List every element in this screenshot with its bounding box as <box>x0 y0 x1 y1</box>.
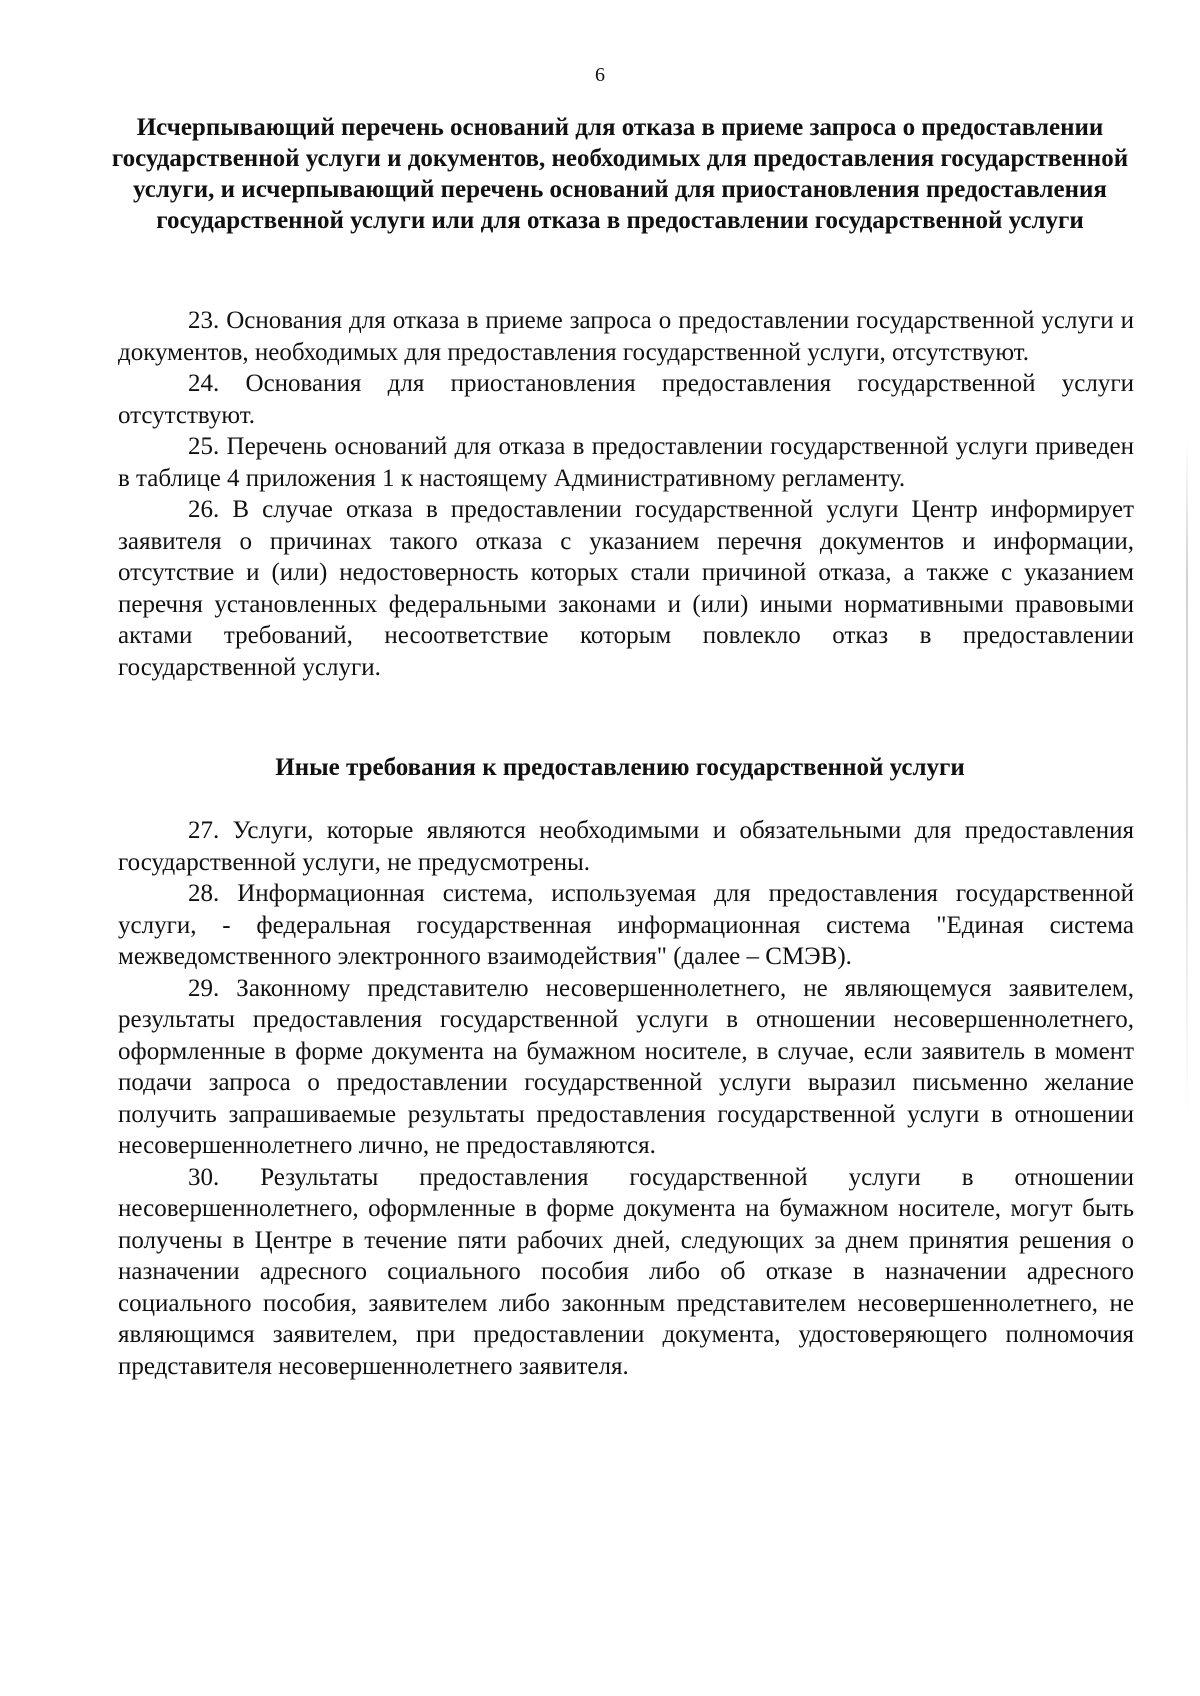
paragraph-27: 27. Услуги, которые являются необходимыми и обязательными для предоставления государственной услуги, не предусмотрены. <box>118 817 1134 876</box>
paragraph-28: 28. Информационная система, используемая для предоставления государственной услуги, - федеральная государственная информационная система "Единая система межведомственного электронного взаимодействия" (далее – СМЭВ). <box>118 880 1134 970</box>
scan-edge-shadow <box>1186 440 1188 1120</box>
paragraph-30: 30. Результаты предоставления государственной услуги в отношении несовершеннолетнего, оформленные в форме документа на бумажном носителе, могут быть получены в Центре в течение пяти рабочих дней, следующих за днем принятия решения о назначении адресного социального пособия либо об отказе в назначении адресного социального пособия, заявителем либо законным представителем несовершеннолетнего, не являющимся заявителем, при предоставлении документа, удостоверяющего полномочия представителя несовершеннолетнего заявителя. <box>118 1163 1134 1380</box>
section-other-requirements-body <box>118 815 1134 1382</box>
section-heading-refusal-grounds: Исчерпывающий перечень оснований для отказа в приеме запроса о предоставлении государственной услуги и документов, необходимых для предоставления государственной услуги, и исчерпывающий перечень оснований для приостановления предоставления государственной услуги или для отказа в предоставлении государственной услуги <box>111 114 1129 234</box>
paragraph-24: 24. Основания для приостановления предоставления государственной услуги отсутствуют. <box>118 370 1134 429</box>
paragraph-29: 29. Законному представителю несовершеннолетнего, не являющемуся заявителем, результаты предоставления государственной услуги в отношении несовершеннолетнего, оформленные в форме документа на бумажном носителе, в случае, если заявитель в момент подачи запроса о предоставлении государственной услуги выразил письменно желание получить запрашиваемые результаты предоставления государственной услуги в отношении несовершеннолетнего лично, не предоставляются. <box>118 974 1134 1159</box>
section-heading-other-requirements: Иные требования к предоставлению государственной услуги <box>275 754 965 781</box>
page-number: 6 <box>595 64 605 86</box>
section-refusal-grounds-body <box>118 305 1134 683</box>
paragraph-25: 25. Перечень оснований для отказа в предоставлении государственной услуги приведен в таблице 4 приложения 1 к настоящему Административному регламенту. <box>118 433 1134 492</box>
paragraph-26: 26. В случае отказа в предоставлении государственной услуги Центр информирует заявителя о причинах такого отказа с указанием перечня документов и информации, отсутствие и (или) недостоверность которых стали причиной отказа, а также с указанием перечня установленных федеральными законами и (или) иными нормативными правовыми актами требований, несоответствие которым повлекло отказ в предоставлении государственной услуги. <box>118 496 1134 681</box>
paragraph-23: 23. Основания для отказа в приеме запроса о предоставлении государственной услуги и документов, необходимых для предоставления государственной услуги, отсутствуют. <box>118 307 1134 366</box>
